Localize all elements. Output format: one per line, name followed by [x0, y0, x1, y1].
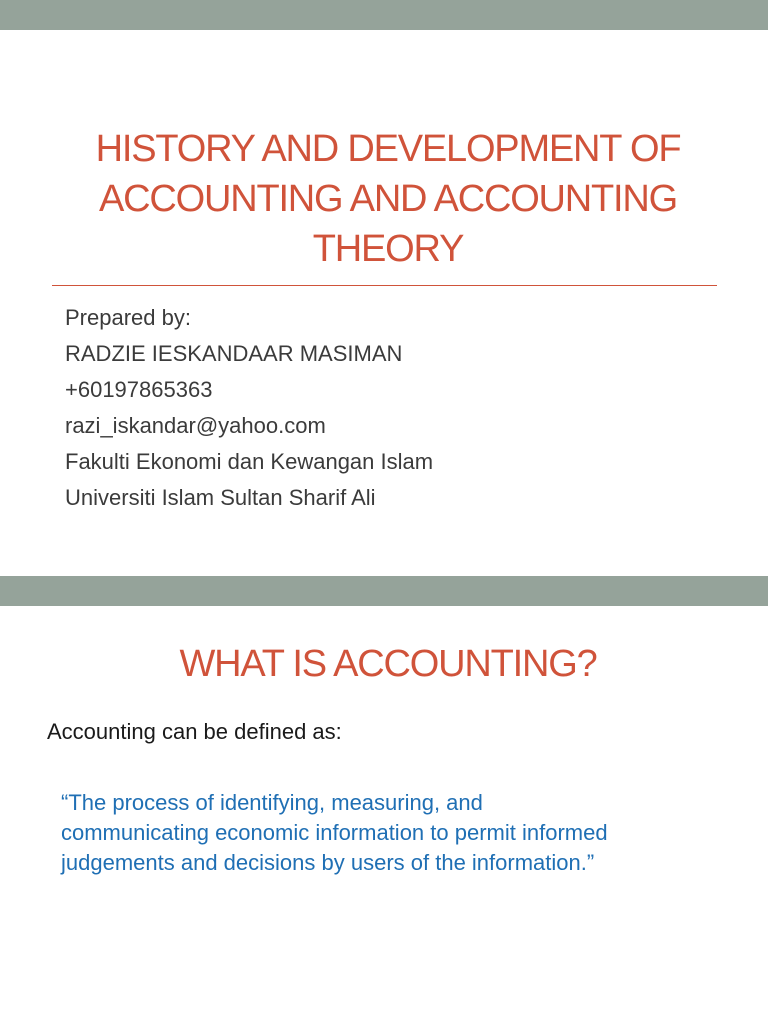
quote-line: communicating economic information to permit informed	[61, 820, 608, 845]
definition-quote	[61, 788, 741, 878]
author-email: razi_iskandar@yahoo.com	[65, 413, 326, 438]
author-phone: +60197865363	[65, 377, 213, 402]
slide1-title: HISTORY AND DEVELOPMENT OF ACCOUNTING AND ACCOUNTING THEORY	[95, 128, 681, 270]
definition-intro: Accounting can be defined as:	[47, 719, 342, 744]
slide-separator-bar	[0, 576, 768, 606]
slide2-title: WHAT IS ACCOUNTING?	[179, 643, 597, 685]
author-name: RADZIE IESKANDAAR MASIMAN	[65, 341, 403, 366]
title-divider	[52, 285, 717, 286]
quote-line: “The process of identifying, measuring, and	[61, 790, 483, 815]
prepared-by-label: Prepared by:	[65, 305, 191, 330]
slide-header-bar	[0, 0, 768, 30]
slide1-subtitle	[65, 300, 725, 516]
quote-line: judgements and decisions by users of the information.”	[61, 850, 595, 875]
author-university: Universiti Islam Sultan Sharif Ali	[65, 485, 376, 510]
author-faculty: Fakulti Ekonomi dan Kewangan Islam	[65, 449, 434, 474]
